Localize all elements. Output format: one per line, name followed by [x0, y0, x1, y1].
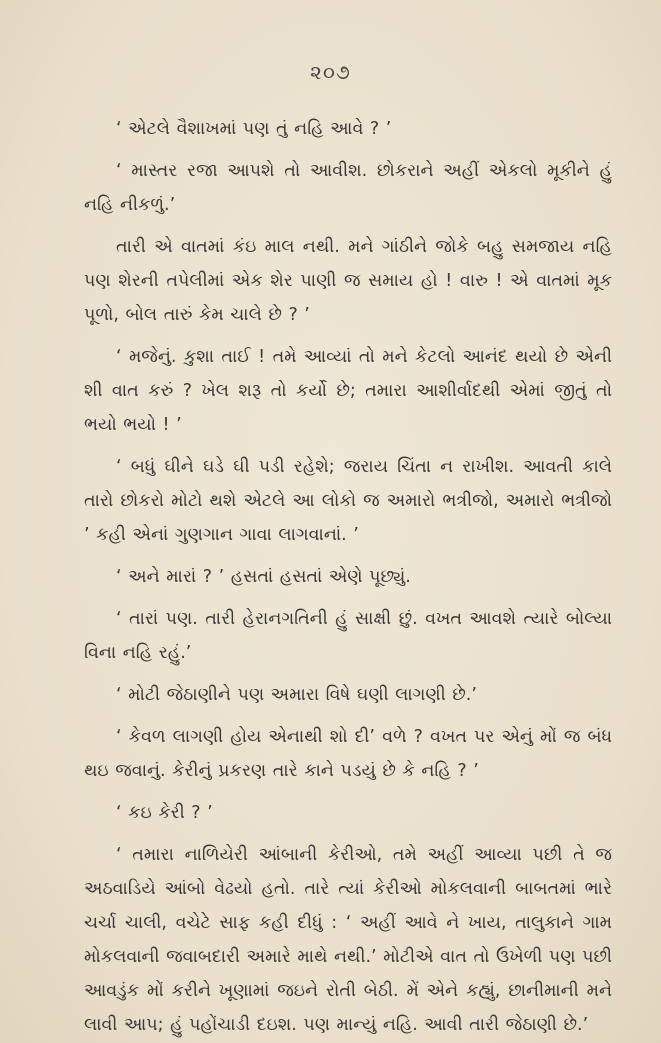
paragraph: ‘ માસ્તર રજા આપશે તો આવીશ. છોકરાને અહીં એકલો મૂકીને હું નહિ નીકળું.’: [84, 161, 612, 215]
page-body: [84, 112, 612, 1042]
page-number: ૨૦૭: [310, 60, 351, 84]
paragraph: તારી એ વાતમાં કંઇ માલ નથી. મને ગાંઠીને જોકે બહુ સમજાય નહિ પણ શેરની તપેલીમાં એક શેર પાણી જ સમાય હો ! વારુ ! એ વાતમાં મૂક પૂળો, બોલ તારું કેમ ચાલે છે ? ’: [84, 237, 612, 325]
paragraph: ‘ બધું ઘીને ઘડે ઘી પડી રહેશે; જરાય ચિંતા ન રાખીશ. આવતી કાલે તારો છોકરો મોટો થશે એટલે આ લોકો જ અમારો ભત્રીજો, અમારો ભત્રીજો ’ કહી એનાં ગુણગાન ગાવા લાગવાનાં. ’: [84, 457, 612, 545]
paragraph: ‘ એટલે વૈશાખમાં પણ તું નહિ આવે ? ’: [116, 119, 392, 139]
paragraph: ‘ મોટી જેઠાણીને પણ અમારા વિષે ઘણી લાગણી છે.’: [116, 685, 477, 705]
paragraph: ‘ અને મારાં ? ’ હસતાં હસતાં એણે પૂછ્યું.: [116, 567, 411, 587]
paragraph: ‘ કેવળ લાગણી હોય એનાથી શો દી’ વળે ? વખત પર એનું મોં જ બંધ થઇ જવાનું. કેરીનું પ્રકરણ તારે કાને પડયું છે કે નહિ ? ’: [84, 727, 612, 781]
paragraph: ‘ કઇ કેરી ? ’: [116, 803, 213, 823]
paragraph: ‘ તારાં પણ. તારી હેરાનગતિની હું સાક્ષી છું. વખત આવશે ત્યારે બોલ્યા વિના નહિ રહું.’: [84, 609, 612, 663]
paragraph: ‘ મજેનું. કુશા તાઈ ! તમે આવ્યાં તો મને કેટલો આનંદ થયો છે એની શી વાત કરું ? ખેલ શરૂ તો કર્યો છે; તમારા આશીર્વાદથી એમાં જીતું તો ભયો ભયો ! ’: [84, 347, 612, 435]
paragraph: ‘ તમારા નાળિયેરી આંબાની કેરીઓ, તમે અહીં આવ્યા પછી તે જ અઠવાડિયે આંબો વેઢયો હતો. તારે ત્યાં કેરીઓ મોકલવાની બાબતમાં ભારે ચર્ચા ચાલી, વચેટે સાફ કહી દીધું : ‘ અહીં આવે ને ખાય, તાલુકાને ગામ મોકલવાની જવાબદારી અમારે માથે નથી.’ મોટીએ વાત તો ઉખેળી પણ પછી આવડુંક મોં કરીને ખૂણામાં જઇને રોતી બેઠી. મેં એને કહ્યું, છાનીમાની મને લાવી આપ; હું પહોંચાડી દઇશ. પણ માન્યું નહિ. આવી તારી જેઠાણી છે.’: [84, 845, 612, 1035]
